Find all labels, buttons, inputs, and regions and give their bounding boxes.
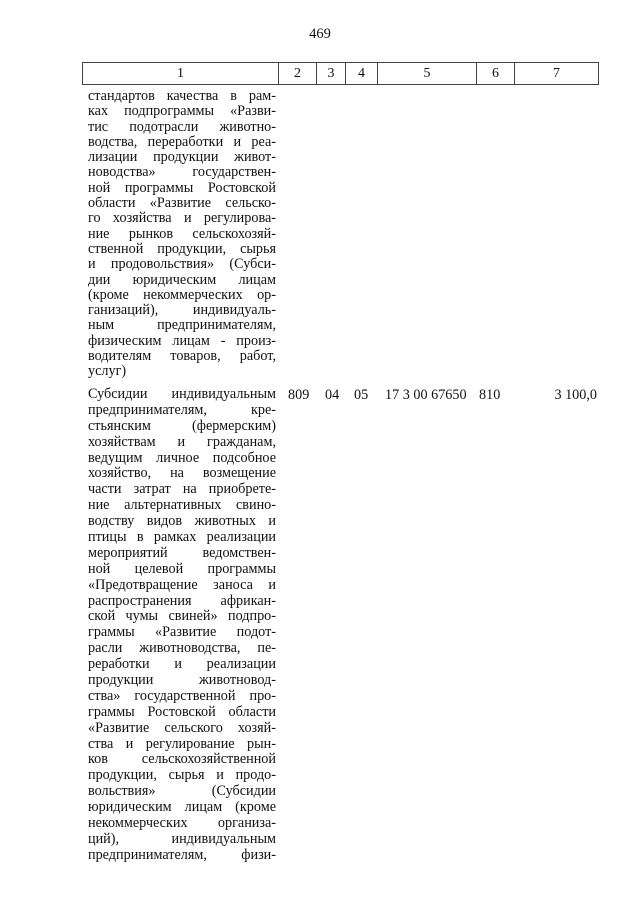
text-line: области «Развитие сельско-	[88, 195, 276, 212]
text-line: юридическим лицам (кроме	[88, 799, 276, 816]
text-line: стьянским (фермерским)	[88, 417, 276, 434]
row-2-col-5: 17 3 00 67650	[385, 387, 467, 403]
text-line: ской чумы свиней» подпро-	[88, 608, 276, 625]
text-line: го хозяйства и регулирова-	[88, 210, 276, 227]
text-line: физическим лицам - произ-	[88, 332, 276, 349]
row-2-col-7: 3 100,0	[554, 387, 597, 403]
text-line: хозяйствам и гражданам,	[88, 433, 276, 450]
header-col-2: 2	[279, 63, 317, 85]
text-line: расли животноводства, пе-	[88, 640, 276, 657]
text-line: ственной продукции, сырья	[88, 240, 276, 257]
text-line: вольствия» (Субсидии	[88, 783, 276, 800]
text-line: Субсидии индивидуальным	[88, 386, 276, 402]
text-line: «Развитие сельского хозяй-	[88, 719, 276, 736]
text-line: водству видов животных и	[88, 513, 276, 530]
header-col-3: 3	[317, 63, 346, 85]
text-line: водства, переработки и реа-	[88, 133, 276, 150]
text-line: ведущим личное подсобное	[88, 449, 276, 466]
text-line: ства и регулирование рын-	[88, 735, 276, 752]
text-line: части затрат на приобрете-	[88, 481, 276, 498]
row-1-description	[88, 89, 276, 380]
row-2-col-2: 809	[288, 387, 310, 403]
text-line: дии юридическим лицам	[88, 271, 276, 288]
row-2-col-4: 05	[354, 387, 369, 403]
header-col-7: 7	[515, 63, 599, 85]
text-line: продукции животновод-	[88, 672, 276, 689]
text-line: стандартов качества в рам-	[88, 88, 276, 104]
text-line: некоммерческих организа-	[88, 815, 276, 832]
page-number: 469	[309, 26, 331, 42]
row-2-description	[88, 387, 276, 864]
text-line: продукции, сырья и продо-	[88, 767, 276, 784]
text-line: «Предотвращение заноса и	[88, 576, 276, 593]
table-header	[82, 62, 599, 85]
row-2-col-3: 04	[325, 387, 340, 403]
text-line: ние рынков сельскохозяй-	[88, 225, 276, 242]
text-line: ной целевой программы	[88, 560, 276, 577]
text-line: ние альтернативных свино-	[88, 497, 276, 514]
text-line: (кроме некоммерческих ор-	[88, 286, 276, 303]
header-col-4: 4	[346, 63, 378, 85]
text-line: хозяйство, на возмещение	[88, 465, 276, 482]
text-line: тис подотрасли животно-	[88, 118, 276, 135]
text-line: распространения африкан-	[88, 592, 276, 609]
header-col-6: 6	[477, 63, 515, 85]
text-line: ной программы Ростовской	[88, 179, 276, 196]
text-line: мероприятий ведомствен-	[88, 544, 276, 561]
text-line: и продовольствия» (Субси-	[88, 256, 276, 273]
text-line: предпринимателям, физи-	[88, 846, 276, 863]
text-line: птицы в рамках реализации	[88, 529, 276, 546]
header-col-5: 5	[378, 63, 477, 85]
text-line: граммы «Развитие подот-	[88, 624, 276, 641]
text-line: водителям товаров, работ,	[88, 348, 276, 365]
text-line: предпринимателям, кре-	[88, 401, 276, 418]
text-line: реработки и реализации	[88, 656, 276, 673]
text-line: ным предпринимателям,	[88, 317, 276, 334]
text-line: ства» государственной про-	[88, 687, 276, 704]
text-line: услуг)	[88, 363, 127, 380]
text-line: лизации продукции живот-	[88, 149, 276, 166]
row-2-col-6: 810	[479, 387, 501, 403]
text-line: ках подпрограммы «Разви-	[88, 103, 276, 120]
text-line: граммы Ростовской области	[88, 703, 276, 720]
header-col-1: 1	[83, 63, 279, 85]
text-line: новодства» государствен-	[88, 164, 276, 181]
text-line: ков сельскохозяйственной	[88, 751, 276, 768]
text-line: ганизаций), индивидуаль-	[88, 302, 276, 319]
text-line: ций), индивидуальным	[88, 830, 276, 847]
